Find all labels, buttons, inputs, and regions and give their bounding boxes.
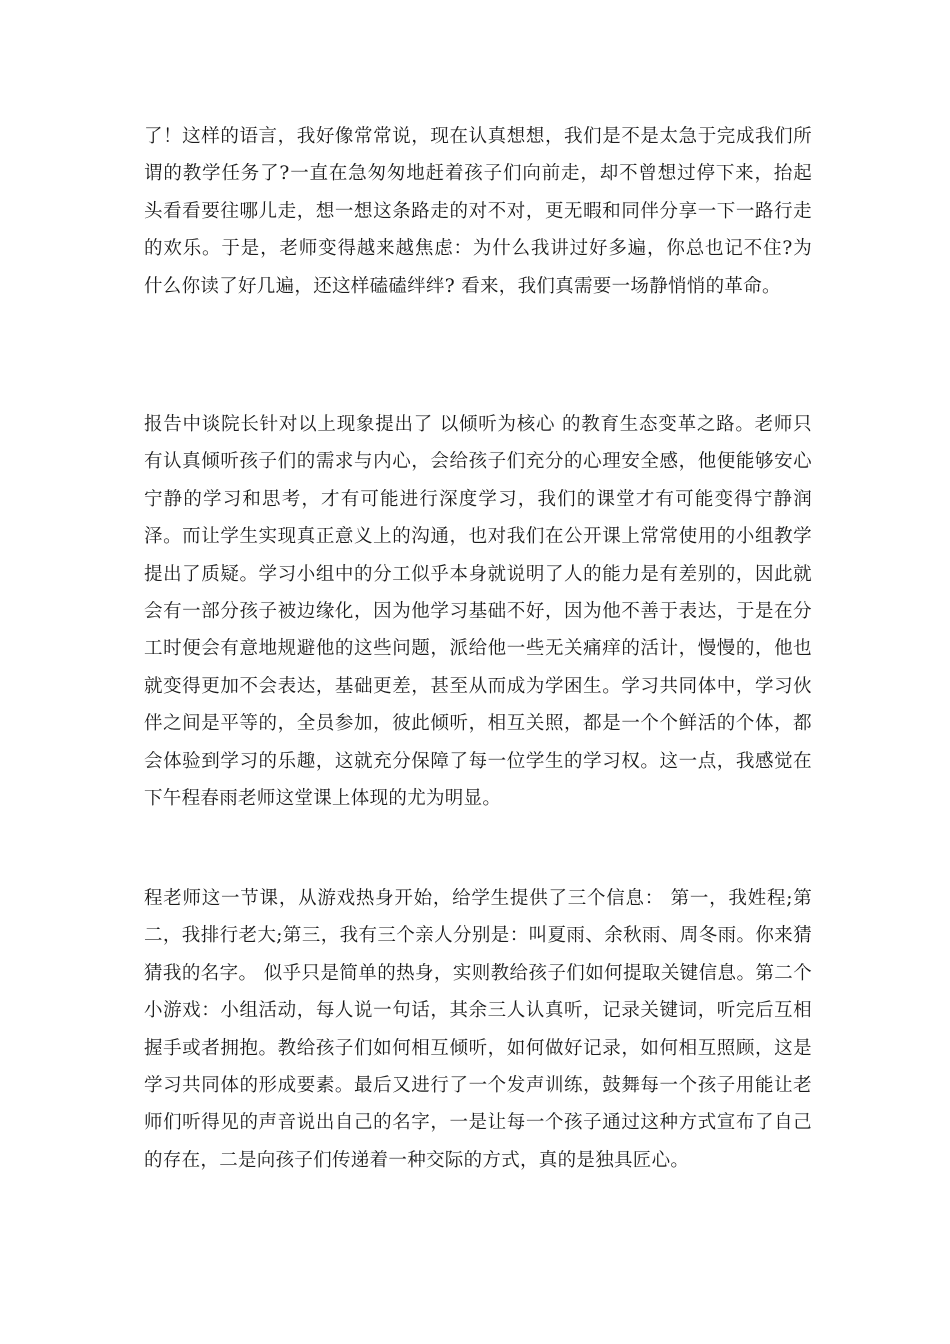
paragraph-3: 程老师这一节课，从游戏热身开始，给学生提供了三个信息： 第一，我姓程;第二，我排行老大;第三，我有三个亲人分别是：叫夏雨、余秋雨、周冬雨。你来猜猜我的名字。 似乎只是简单的热身，实则教给孩子们如何提取关键信息。第二个小游戏：小组活动，每人说一句话，其余三人认真听，记录关键词，听完后互相握手或者拥抱。教给孩子们如何相互倾听，如何做好记录，如何相互照顾，这是学习共同体的形成要素。最后又进行了一个发声训练，鼓舞每一个孩子用能让老师们听得见的声音说出自己的名字，一是让每一个孩子通过这种方式宣布了自己的存在，二是向孩子们传递着一种交际的方式，真的是独具匠心。	[144, 888, 812, 1171]
paragraph-2: 报告中谈院长针对以上现象提出了 以倾听为核心 的教育生态变革之路。老师只有认真倾听孩子们的需求与内心，会给孩子们充分的心理安全感，他便能够安心宁静的学习和思考，才有可能进行深度学习，我们的课堂才有可能变得宁静润泽。而让学生实现真正意义上的沟通，也对我们在公开课上常常使用的小组教学提出了质疑。学习小组中的分工似乎本身就说明了人的能力是有差别的，因此就会有一部分孩子被边缘化，因为他学习基础不好，因为他不善于表达，于是在分工时便会有意地规避他的这些问题，派给他一些无关痛痒的活计，慢慢的，他也就变得更加不会表达，基础更差，甚至从而成为学困生。学习共同体中，学习伙伴之间是平等的，全员参加，彼此倾听，相互关照，都是一个个鲜活的个体，都会体验到学习的乐趣，这就充分保障了每一位学生的学习权。这一点，我感觉在下午程春雨老师这堂课上体现的尤为明显。	[144, 414, 812, 810]
paragraph-1: 了！这样的语言，我好像常常说，现在认真想想，我们是不是太急于完成我们所谓的教学任务了?一直在急匆匆地赶着孩子们向前走，却不曾想过停下来，抬起头看看要往哪儿走，想一想这条路走的对不对，更无暇和同伴分享一下一路行走的欢乐。于是，老师变得越来越焦虑：为什么我讲过好多遍，你总也记不住?为什么你读了好几遍，还这样磕磕绊绊? 看来，我们真需要一场静悄悄的革命。	[144, 126, 812, 297]
